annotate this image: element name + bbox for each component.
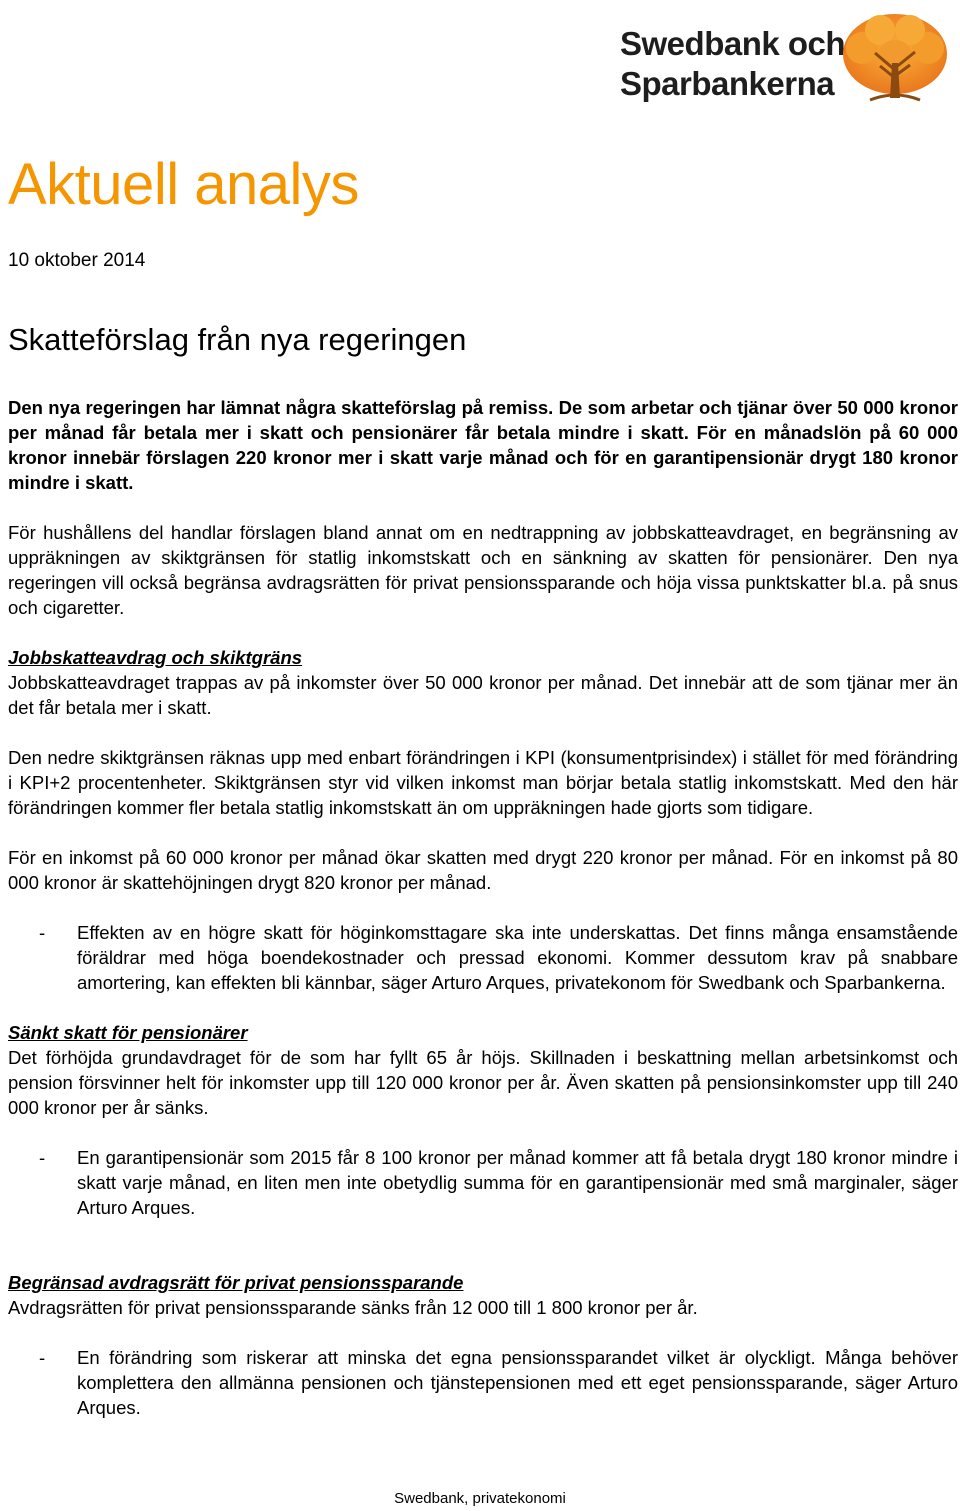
- section-paragraph: Avdragsrätten för privat pensionssparande sänks från 12 000 till 1 800 kronor per år.: [8, 1297, 698, 1318]
- swedbank-logo: [612, 2, 958, 116]
- lead-paragraph: Den nya regeringen har lämnat några skatteförslag på remiss. De som arbetar och tjänar över 50 000 kronor per månad får betala mer i skatt och pensionärer får betala mindre i skatt. För en månadslön på 60 000 kronor innebär förslagen 220 kronor mer i skatt varje månad och för en garantipensionär drygt 180 kronor mindre i skatt.: [8, 397, 958, 493]
- section-heading: Jobbskatteavdrag och skiktgräns: [8, 647, 303, 668]
- quote-item: [8, 1345, 958, 1420]
- logo-line-2: Sparbankerna: [620, 65, 835, 102]
- list-dash: -: [39, 1347, 46, 1368]
- quote-text: En förändring som riskerar att minska det egna pensionssparandet vilket är olyckligt. Många behöver komplettera den allmänna pensionen och tjänstepensionen med ett eget pensionssparande, säger Arturo Arques.: [77, 1347, 958, 1418]
- section-paragraph: Den nedre skiktgränsen räknas upp med enbart förändringen i KPI (konsumentprisindex) i stället för med förändring i KPI+2 procentenheter. Skiktgränsen styr vid vilken inkomst man börjar betala statlig inkomstskatt. Med den här förändringen kommer fler betala statlig inkomstskatt än om uppräkningen hade gjorts som tidigare.: [8, 747, 958, 818]
- list-dash: -: [39, 1147, 46, 1168]
- quote-text: Effekten av en högre skatt för höginkomsttagare ska inte underskattas. Det finns många ensamstående föräldrar med höga boendekostnader och pressad ekonomi. Kommer dessutom krav på snabbare amortering, kan effekten bli kännbar, säger Arturo Arques, privatekonom för Swedbank och Sparbankerna.: [77, 922, 958, 993]
- list-dash: -: [39, 922, 46, 943]
- quote-item: [8, 1145, 958, 1220]
- intro-paragraph: För hushållens del handlar förslagen bland annat om en nedtrappning av jobbskatteavdraget, en begränsning av uppräkningen av skiktgränsen för statlig inkomstskatt och en sänkning av skatten för pensionärer. Den nya regeringen vill också begränsa avdragsrätten för privat pensionssparande och höja vissa punktskatter bl.a. på snus och cigaretter.: [8, 522, 958, 618]
- section-paragraph: Det förhöjda grundavdraget för de som har fyllt 65 år höjs. Skillnaden i beskattning mellan arbetsinkomst och pension försvinner helt för inkomster upp till 120 000 kronor per år. Även skatten på pensionsinkomster upp till 240 000 kronor per år sänks.: [8, 1047, 958, 1118]
- page-footer: Swedbank, privatekonomi: [394, 1490, 566, 1507]
- article-body: [8, 395, 958, 1420]
- section-paragraph: Jobbskatteavdraget trappas av på inkomster över 50 000 kronor per månad. Det innebär att de som tjänar mer än det får betala mer i skatt.: [8, 672, 958, 718]
- logo-line-1: Swedbank och: [620, 25, 846, 62]
- section-heading: Sänkt skatt för pensionärer: [8, 1022, 248, 1043]
- logo-wordmark: [620, 24, 845, 104]
- quote-item: [8, 920, 958, 995]
- article-subtitle: Skatteförslag från nya regeringen: [8, 322, 467, 357]
- oak-tree-icon: [840, 8, 950, 108]
- page-title: Aktuell analys: [8, 152, 359, 217]
- publication-date: 10 oktober 2014: [8, 250, 146, 271]
- section-heading: Begränsad avdragsrätt för privat pensionssparande: [8, 1272, 464, 1293]
- section-paragraph: För en inkomst på 60 000 kronor per månad ökar skatten med drygt 220 kronor per månad. För en inkomst på 80 000 kronor är skattehöjningen drygt 820 kronor per månad.: [8, 847, 958, 893]
- quote-text: En garantipensionär som 2015 får 8 100 kronor per månad kommer att få betala drygt 180 kronor mindre i skatt varje månad, en liten men inte obetydlig summa för en garantipensionär med små marginaler, säger Arturo Arques.: [77, 1147, 958, 1218]
